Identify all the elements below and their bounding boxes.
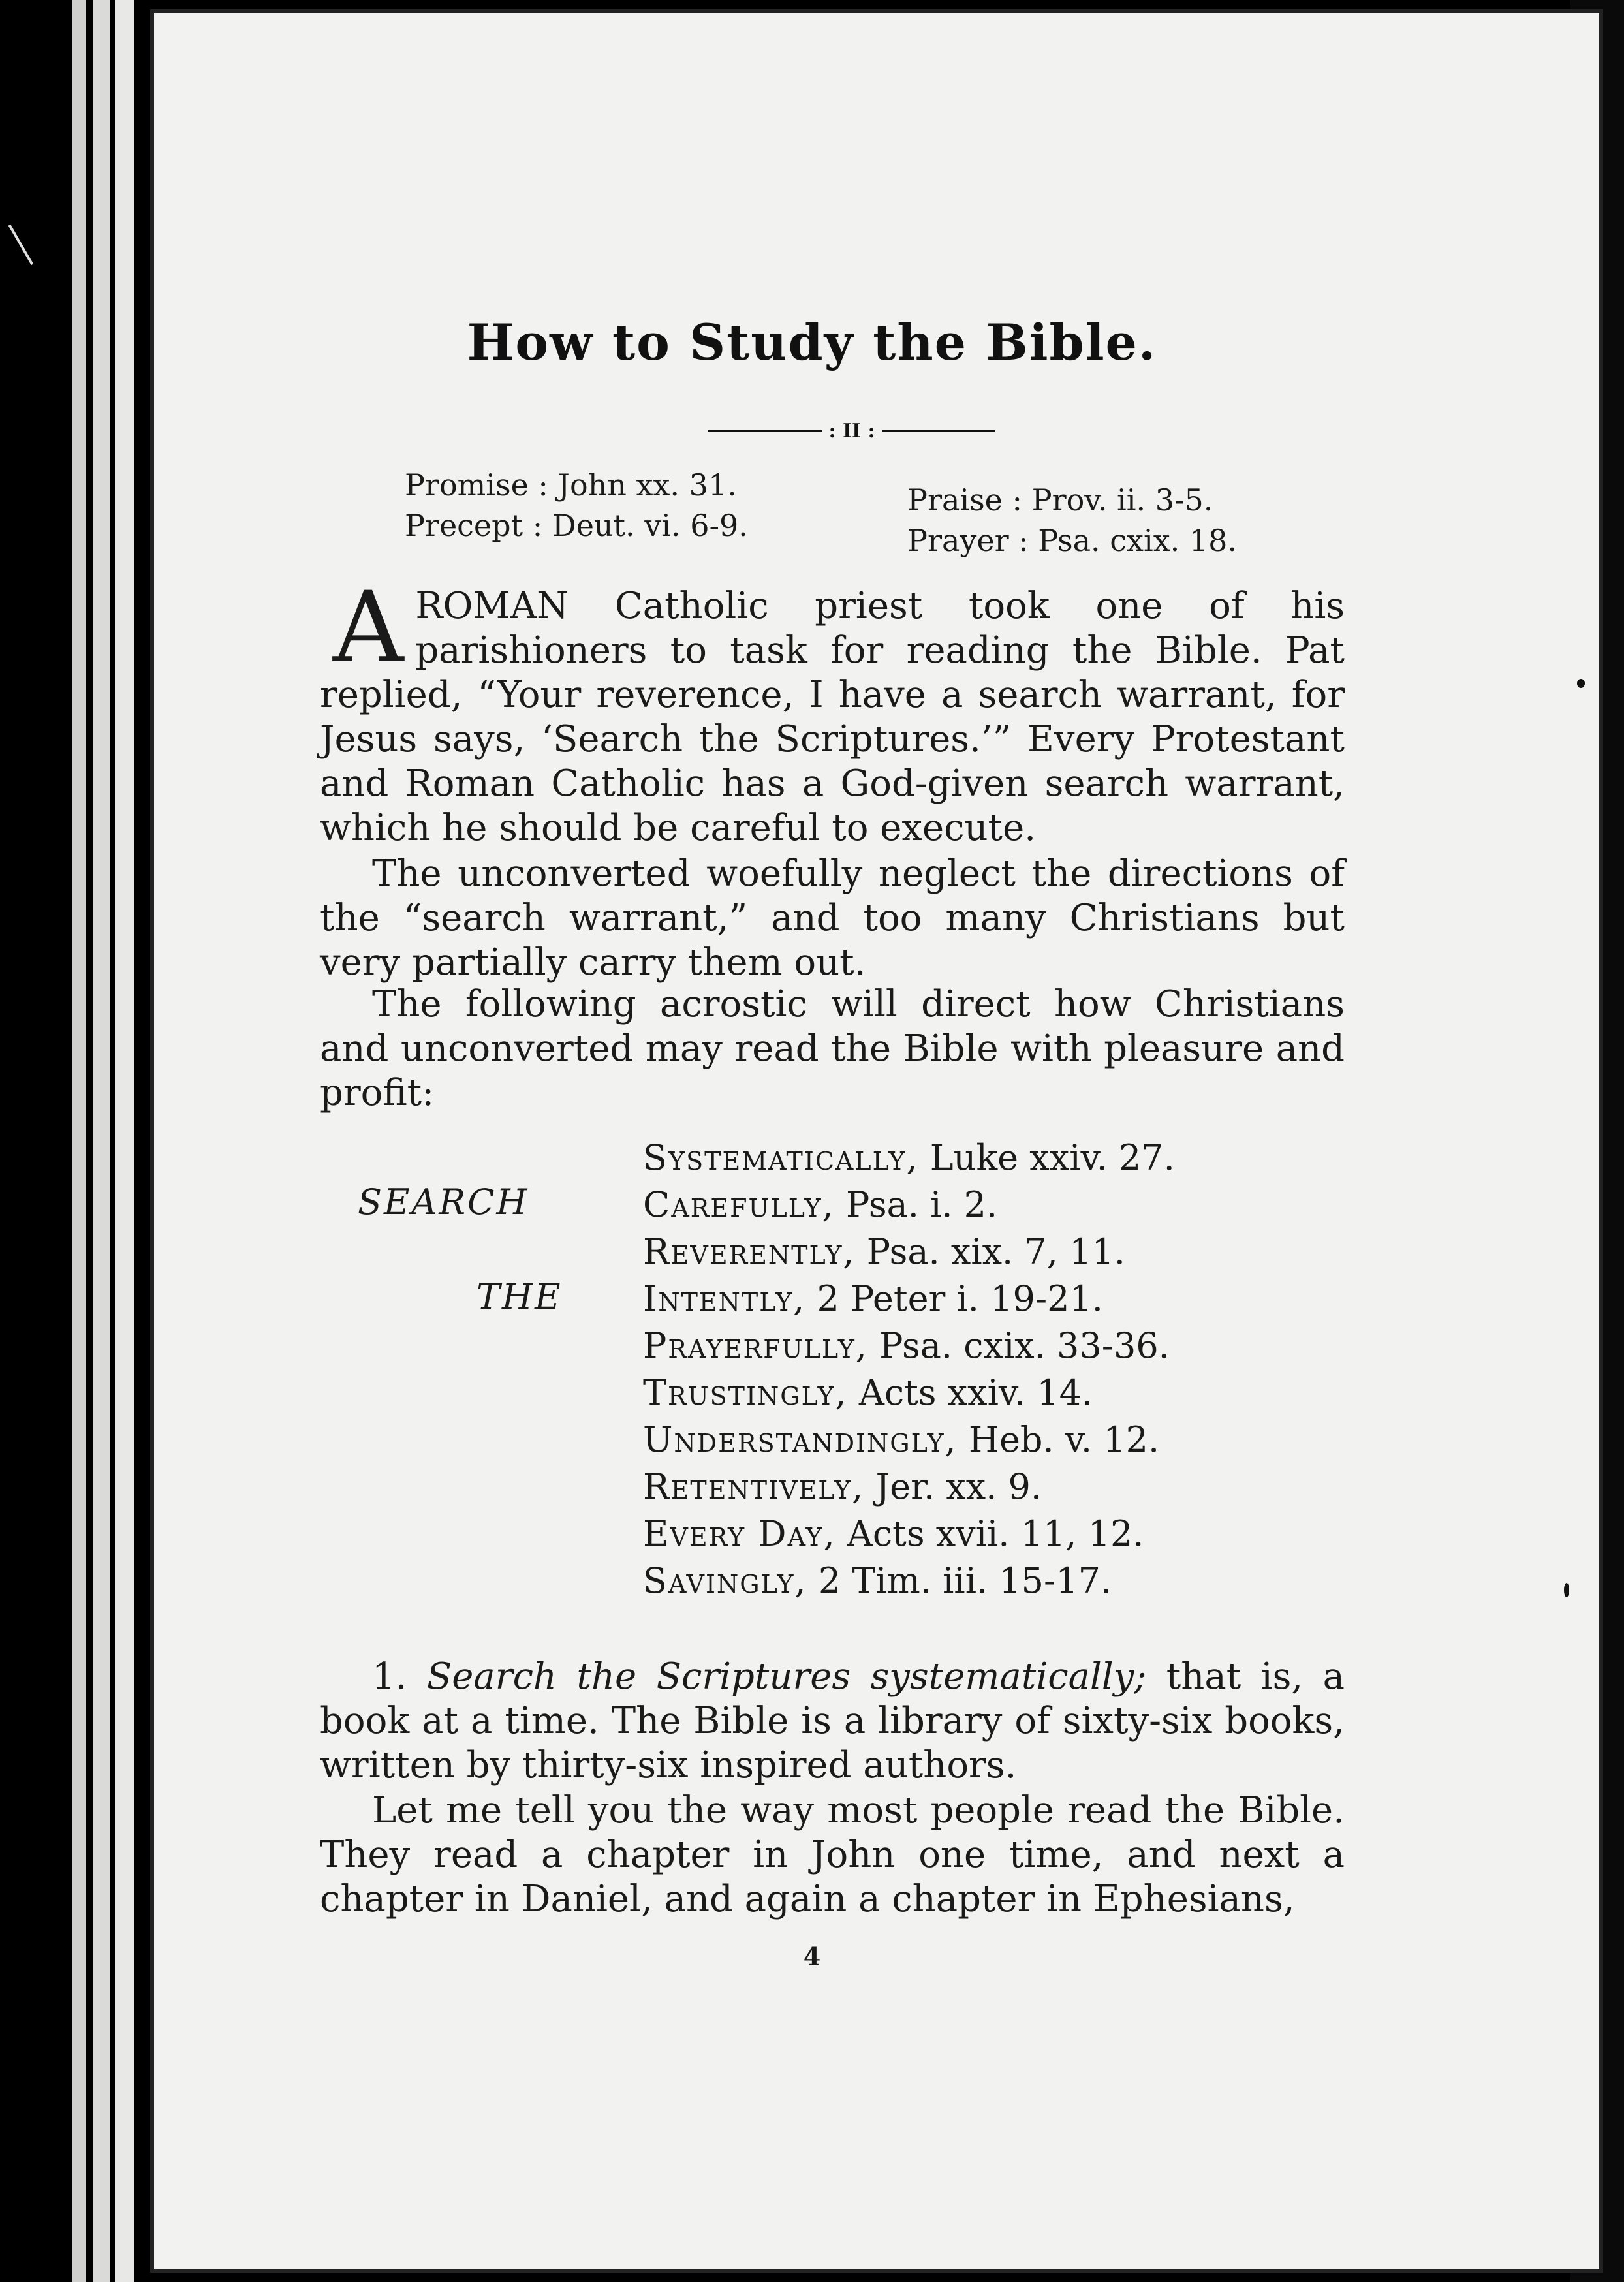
acrostic-reference: Psa. i. 2. xyxy=(834,1184,998,1225)
drop-cap: A xyxy=(333,571,404,685)
acrostic-word: Savingly, xyxy=(643,1560,807,1601)
acrostic-word: Prayerfully, xyxy=(643,1325,868,1366)
references-right xyxy=(907,480,1237,561)
acrostic-word: Systematically, xyxy=(643,1137,919,1178)
acrostic-word: Carefully, xyxy=(643,1184,835,1225)
divider-rule xyxy=(882,430,995,432)
acrostic-row xyxy=(643,1322,1175,1369)
acrostic-row xyxy=(643,1275,1175,1322)
item-number: 1. xyxy=(372,1655,427,1698)
acrostic-word: Understandingly, xyxy=(643,1419,958,1460)
acrostic-reference: Acts xxiv. 14. xyxy=(847,1372,1093,1413)
acrostic-reference: Jer. xx. 9. xyxy=(864,1466,1042,1507)
acrostic-word: Intently, xyxy=(643,1278,806,1319)
divider-mark: : II : xyxy=(828,419,875,443)
acrostic-reference: Psa. cxix. 33-36. xyxy=(867,1325,1170,1366)
prayer-reference: Prayer : Psa. cxix. 18. xyxy=(907,523,1238,558)
praise-reference: Praise : Prov. ii. 3-5. xyxy=(907,482,1213,518)
acrostic-word: Trustingly, xyxy=(643,1372,848,1413)
paragraph-text: ROMAN Catholic priest took one of his parishioners to task for reading the Bible. Pat replied, “Your reverence, I have a search warrant, for Jesus says, ‘Search the Scriptures.’” Every Protestant and Roman Catholic has a God-given search warrant, which he should be careful to execute. xyxy=(320,585,1345,849)
paragraph-text: that is, a book at a time. The Bible is a library of sixty-six books, written by thirty-six inspired authors. xyxy=(320,1655,1345,1787)
acrostic-row xyxy=(643,1228,1175,1275)
acrostic-side-word: THE xyxy=(476,1276,563,1317)
acrostic-row xyxy=(643,1557,1175,1604)
references-left xyxy=(405,465,748,546)
paragraph-systematically xyxy=(320,1655,1345,1788)
acrostic-side-word: SEARCH xyxy=(358,1181,529,1223)
paragraph-acrostic-intro: The following acrostic will direct how Christians and unconverted may read the Bible with pleasure and profit: xyxy=(320,983,1345,1114)
acrostic-word: Every Day, xyxy=(643,1513,836,1554)
acrostic-row xyxy=(643,1510,1175,1557)
acrostic-reference: Acts xvii. 11, 12. xyxy=(835,1513,1144,1554)
acrostic-word: Retentively, xyxy=(643,1466,865,1507)
ink-speck xyxy=(1564,1583,1569,1597)
page-title: How to Study the Bible. xyxy=(467,313,1157,371)
section-divider xyxy=(708,421,995,441)
acrostic-list xyxy=(643,1134,1175,1604)
paragraph-intro xyxy=(320,571,1345,851)
acrostic-reference: Heb. v. 12. xyxy=(957,1419,1160,1460)
acrostic-reference: Luke xxiv. 27. xyxy=(918,1137,1175,1178)
acrostic-reference: Psa. xix. 7, 11. xyxy=(855,1231,1125,1272)
promise-reference: Promise : John xx. 31. xyxy=(405,467,737,503)
acrostic-row xyxy=(643,1369,1175,1416)
paragraph-how-people-read: Let me tell you the way most people read the Bible. They read a chapter in John one time, and next a chapter in Daniel, and again a chapter in Ephesians, xyxy=(320,1789,1345,1920)
precept-reference: Precept : Deut. vi. 6-9. xyxy=(405,508,748,543)
acrostic-word: Reverently, xyxy=(643,1231,856,1272)
acrostic-reference: 2 Tim. iii. 15-17. xyxy=(807,1560,1112,1601)
page-number: 4 xyxy=(803,1942,821,1971)
italic-heading: Search the Scriptures systematically; xyxy=(426,1655,1147,1698)
acrostic-row xyxy=(643,1463,1175,1510)
film-scratch xyxy=(8,225,33,266)
acrostic-row xyxy=(643,1416,1175,1463)
acrostic-row xyxy=(643,1181,1175,1228)
acrostic-row xyxy=(643,1134,1175,1181)
ink-speck xyxy=(1577,679,1585,688)
paragraph-unconverted: The unconverted woefully neglect the directions of the “search warrant,” and too many Christians but very partially carry them out. xyxy=(320,852,1345,984)
divider-rule xyxy=(708,430,822,432)
acrostic-reference: 2 Peter i. 19-21. xyxy=(805,1278,1103,1319)
